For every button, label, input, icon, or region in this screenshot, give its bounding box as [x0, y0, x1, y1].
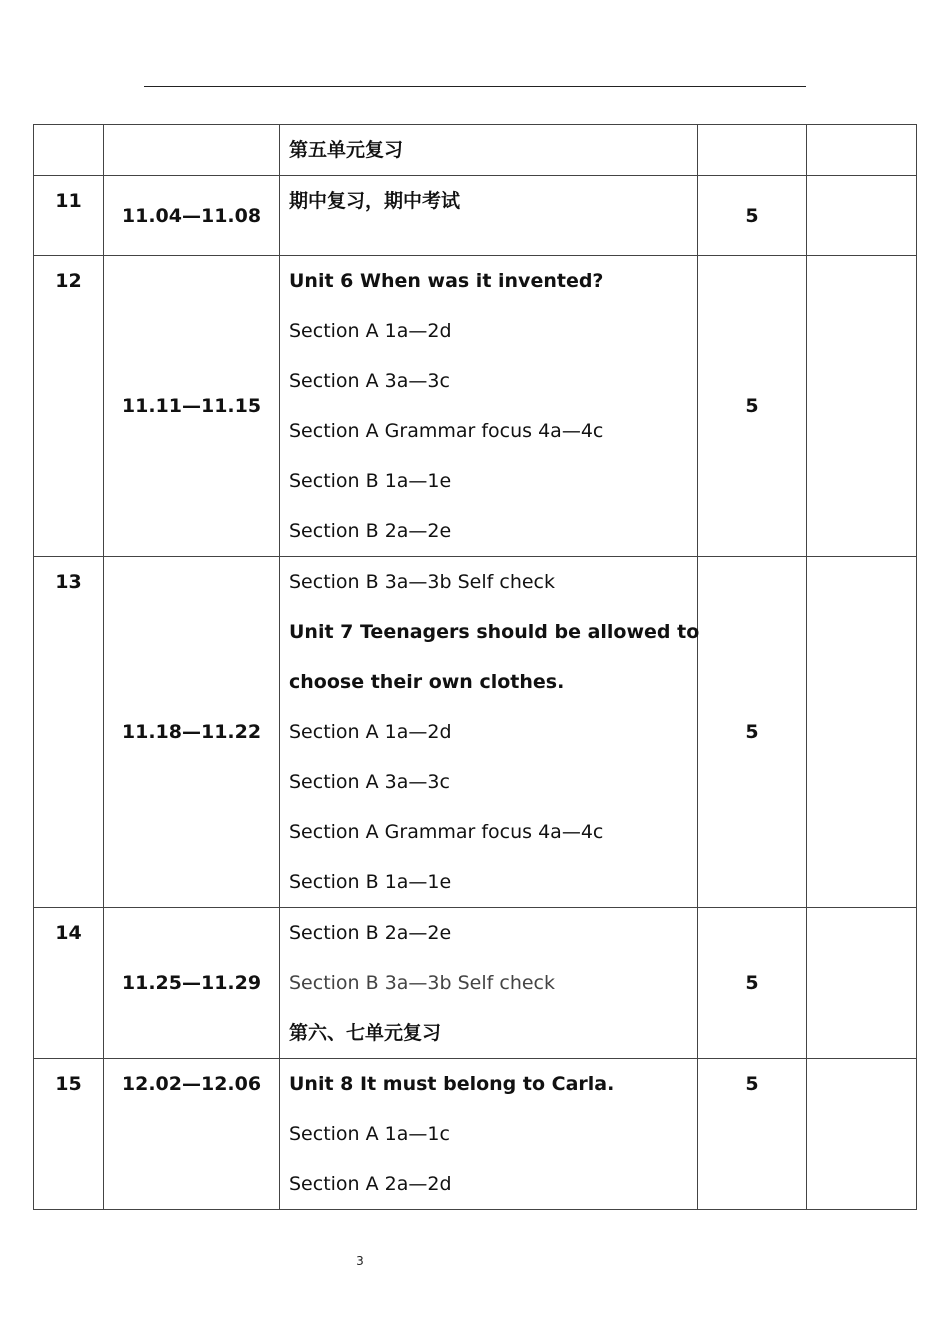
note-cell — [807, 256, 917, 557]
table-row — [34, 256, 917, 557]
content-line: Section A 1a—1c — [289, 1123, 450, 1145]
content-line: 期中复习，期中考试 — [289, 190, 461, 212]
content-line: Section A Grammar focus 4a—4c — [289, 420, 604, 442]
hours-cell: 5 — [698, 908, 807, 1059]
content-line: 第六、七单元复习 — [289, 1022, 442, 1044]
note-cell — [807, 125, 917, 176]
content-cell — [280, 176, 698, 256]
week-cell: 13 — [34, 557, 104, 908]
hours-cell — [698, 125, 807, 176]
content-line: Unit 8 It must belong to Carla. — [289, 1073, 615, 1095]
date-cell: 11.18—11.22 — [104, 557, 280, 908]
table-row — [34, 557, 917, 908]
content-line: Section A 3a—3c — [289, 771, 450, 793]
content-line: Section A 1a—2d — [289, 320, 452, 342]
date-cell: 11.11—11.15 — [104, 256, 280, 557]
content-line: Section A Grammar focus 4a—4c — [289, 821, 604, 843]
content-line: Section A 1a—2d — [289, 721, 452, 743]
table-row — [34, 176, 917, 256]
note-cell — [807, 908, 917, 1059]
content-line: Unit 7 Teenagers should be allowed to — [289, 621, 700, 643]
table-row — [34, 1059, 917, 1210]
table-row — [34, 908, 917, 1059]
content-line: Section B 3a—3b Self check — [289, 972, 556, 994]
week-cell: 15 — [34, 1059, 104, 1210]
table-row — [34, 125, 917, 176]
note-cell — [807, 176, 917, 256]
schedule-table — [33, 124, 917, 1210]
week-cell: 11 — [34, 176, 104, 256]
date-cell: 11.04—11.08 — [104, 176, 280, 256]
content-cell — [280, 1059, 698, 1210]
content-line: Section B 2a—2e — [289, 922, 452, 944]
content-line: 第五单元复习 — [289, 139, 404, 161]
week-cell — [34, 125, 104, 176]
content-line: Section A 2a—2d — [289, 1173, 452, 1195]
content-line: Section B 1a—1e — [289, 470, 452, 492]
note-cell — [807, 557, 917, 908]
hours-cell: 5 — [698, 256, 807, 557]
content-line: Section B 3a—3b Self check — [289, 571, 556, 593]
content-line: choose their own clothes. — [289, 671, 565, 693]
content-cell — [280, 256, 698, 557]
page-number: 3 — [356, 1254, 364, 1268]
week-cell: 12 — [34, 256, 104, 557]
date-cell: 12.02—12.06 — [104, 1059, 280, 1210]
week-cell: 14 — [34, 908, 104, 1059]
hours-cell: 5 — [698, 1059, 807, 1210]
note-cell — [807, 1059, 917, 1210]
content-line: Section B 2a—2e — [289, 520, 452, 542]
date-cell: 11.25—11.29 — [104, 908, 280, 1059]
hours-cell: 5 — [698, 176, 807, 256]
content-line: Unit 6 When was it invented? — [289, 270, 604, 292]
content-cell — [280, 908, 698, 1059]
header-rule — [144, 86, 806, 87]
date-cell — [104, 125, 280, 176]
content-line: Section A 3a—3c — [289, 370, 450, 392]
content-line: Section B 1a—1e — [289, 871, 452, 893]
content-cell — [280, 557, 698, 908]
content-cell — [280, 125, 698, 176]
hours-cell: 5 — [698, 557, 807, 908]
